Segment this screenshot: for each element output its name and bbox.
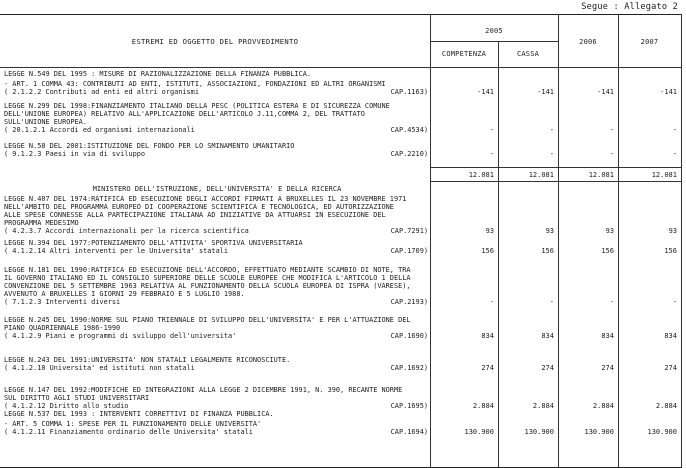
column-divider: [430, 15, 431, 467]
description-line: - ART. 1 COMMA 43: CONTRIBUTI AD ENTI, ISTITUTI, ASSOCIAZIONI, FONDAZIONI ED ALTRI ORGANISMI: [4, 80, 386, 88]
chapter-reference: CAP.2210): [390, 150, 428, 159]
amount-value: 274: [481, 364, 494, 373]
totals-rule: [430, 181, 681, 182]
chapter-reference: CAP.1163): [390, 88, 428, 97]
description-line: ( 4.1.2.10 Universita' ed istituti non statali: [4, 364, 195, 373]
amount-value: 834: [601, 332, 614, 341]
description-line: LEGGE N.245 DEL 1990:NORME SUL PIANO TRIENNALE DI SVILUPPO DELL'UNIVERSITA' E PER L'ATTUAZIONE DEL: [4, 316, 411, 324]
amount-value: -: [609, 298, 614, 307]
amount-value: 2.884: [472, 402, 494, 411]
header-bottom-rule: [0, 67, 682, 68]
amount-value: -: [549, 298, 554, 307]
amount-value: -141: [660, 88, 677, 97]
description-line: ( 4.1.2.12 Diritto allo studio: [4, 402, 129, 411]
description-line: LEGGE N.147 DEL 1992:MODIFICHE ED INTEGRAZIONI ALLA LEGGE 2 DICEMBRE 1991, N. 390, RECANTE NORME: [4, 386, 403, 394]
amount-value: 156: [601, 247, 614, 256]
amount-value: -: [549, 126, 554, 135]
amount-value: -: [672, 150, 677, 159]
description-line: ( 20.1.2.1 Accordi ed organismi internazionali: [4, 126, 195, 135]
column-divider: [681, 15, 682, 467]
chapter-reference: CAP.4534): [390, 126, 428, 135]
provision-description: [4, 316, 430, 340]
provision-description: [4, 195, 430, 235]
description-line: ( 4.2.3.7 Accordi internazionali per la ricerca scientifica: [4, 227, 249, 236]
amount-value: -: [489, 150, 494, 159]
description-line: LEGGE N.243 DEL 1991:UNIVERSITA' NON STATALI LEGALMENTE RICONOSCIUTE.: [4, 356, 291, 364]
provision-description: [4, 420, 430, 436]
amount-value: -: [672, 126, 677, 135]
column-header-year-2007: 2007: [640, 38, 659, 46]
description-line: IL GOVERNO ITALIANO ED IL CONSIGLIO SUPERIORE DELLE SCUOLE EUROPEE CHE MODIFICA L'ARTICOLO 1 DELLA: [4, 274, 411, 283]
description-line: DELL'UNIONE EUROPEA) RELATIVO ALL'APPLICAZIONE DELL'ARTICOLO J.11,COMMA 2, DEL TRATTATO: [4, 110, 365, 119]
amount-value: 156: [541, 247, 554, 256]
amount-value: 2.884: [532, 402, 554, 411]
description-line: - ART. 5 COMMA 1: SPESE PER IL FUNZIONAMENTO DELLE UNIVERSITA': [4, 420, 262, 428]
description-line: ( 2.1.2.2 Contributi ad enti ed altri organismi: [4, 88, 199, 97]
description-line: ( 7.1.2.3 Interventi diversi: [4, 298, 121, 307]
description-line: LEGGE N.299 DEL 1998:FINANZIAMENTO ITALIANO DELLA PESC (POLITICA ESTERA E DI SICUREZZA COMUNE: [4, 102, 390, 110]
amount-value: 130.900: [464, 428, 494, 437]
column-divider: [618, 15, 619, 467]
amount-value: 130.900: [524, 428, 554, 437]
column-divider: [498, 41, 499, 467]
amount-value: 93: [545, 227, 554, 236]
description-line: NELL'AMBITO DEL PROGRAMMA EUROPEO DI COOPERAZIONE SCIENTIFICA E TECNOLOGICA, ED AUTORIZZAZIONE: [4, 203, 394, 212]
amount-value: -: [549, 150, 554, 159]
chapter-reference: CAP.2193): [390, 298, 428, 307]
provision-description: [4, 266, 430, 306]
amount-value: 130.900: [647, 428, 677, 437]
amount-value: 93: [668, 227, 677, 236]
column-header-competenza: COMPETENZA: [441, 50, 487, 58]
column-header-year-2006: 2006: [579, 38, 597, 46]
total-value: 12.081: [528, 171, 554, 179]
total-value: 12.081: [651, 171, 677, 179]
description-line: SULL'UNIONE EUROPEA.: [4, 118, 87, 127]
amount-value: -: [609, 150, 614, 159]
amount-value: 130.900: [584, 428, 614, 437]
provision-description: [4, 239, 430, 255]
column-header-description: ESTREMI ED OGGETTO DEL PROVVEDIMENTO: [131, 36, 299, 46]
description-line: ( 4.1.2.14 Altri interventi per le Universita' statali: [4, 247, 229, 256]
column-divider: [558, 15, 559, 467]
amount-value: 274: [541, 364, 554, 373]
provision-description: [4, 356, 430, 372]
description-line: LEGGE N.407 DEL 1974:RATIFICA ED ESECUZIONE DEGLI ACCORDI FIRMATI A BRUXELLES IL 23 NOVEMBRE 1971: [4, 195, 407, 203]
description-line: LEGGE N.181 DEL 1990:RATIFICA ED ESECUZIONE DELL'ACCORDO, EFFETTUATO MEDIANTE SCAMBIO DI NOTE, TRA: [4, 266, 411, 274]
description-line: CONVENZIONE DEL 5 SETTEMBRE 1963 RELATIVA AL FUNZIONAMENTO DELLA SCUOLA EUROPEA DI ISPRA (VARESE),: [4, 282, 411, 291]
amount-value: -: [609, 126, 614, 135]
budget-table: [0, 14, 682, 468]
column-header-year-2005: 2005: [485, 27, 503, 35]
amount-value: 2.884: [655, 402, 677, 411]
total-value: 12.081: [468, 171, 494, 179]
amount-value: 93: [605, 227, 614, 236]
amount-value: 274: [664, 364, 677, 373]
column-header-cassa: CASSA: [516, 50, 540, 58]
section-title: MINISTERO DELL'ISTRUZIONE, DELL'UNIVERSITA' E DELLA RICERCA: [92, 185, 342, 193]
amount-value: 156: [664, 247, 677, 256]
provision-description: [4, 410, 430, 418]
amount-value: -: [672, 298, 677, 307]
provision-description: [4, 142, 430, 158]
description-line: ( 9.1.2.3 Paesi in via di sviluppo: [4, 150, 146, 159]
description-line: ( 4.1.2.9 Piani e programmi di sviluppo dell'universita': [4, 332, 237, 341]
provision-description: [4, 70, 430, 78]
amount-value: -: [489, 126, 494, 135]
amount-value: 156: [481, 247, 494, 256]
provision-description: [4, 80, 430, 96]
chapter-reference: CAP.1694): [390, 428, 428, 437]
description-line: LEGGE N.58 DEL 2001:ISTITUZIONE DEL FONDO PER LO SMINAMENTO UMANITARIO: [4, 142, 295, 150]
totals-rule: [430, 167, 681, 168]
amount-value: 2.884: [592, 402, 614, 411]
description-line: LEGGE N.549 DEL 1995 : MISURE DI RAZIONALIZZAZIONE DELLA FINANZA PUBBLICA.: [4, 70, 311, 78]
chapter-reference: CAP.1709): [390, 247, 428, 256]
description-line: ALLE SPESE CONNESSE ALLA PARTECIPAZIONE ITALIANA AD INIZIATIVE DA ATTUARSI IN ESECUZIONE DEL: [4, 211, 386, 220]
amount-value: 93: [485, 227, 494, 236]
description-line: LEGGE N.537 DEL 1993 : INTERVENTI CORRETTIVI DI FINANZA PUBBLICA.: [4, 410, 274, 418]
description-line: PIANO QUADRIENNALE 1986-1990: [4, 324, 121, 333]
header-divider: [430, 41, 558, 42]
chapter-reference: CAP.1690): [390, 332, 428, 341]
amount-value: -: [489, 298, 494, 307]
amount-value: 834: [664, 332, 677, 341]
total-value: 12.081: [588, 171, 614, 179]
description-line: PROGRAMMA MEDESIMO: [4, 219, 79, 228]
description-line: ( 4.1.2.11 Finanziamento ordinario delle Universita' statali: [4, 428, 253, 437]
amount-value: -141: [537, 88, 554, 97]
provision-description: [4, 102, 430, 134]
amount-value: -141: [597, 88, 614, 97]
amount-value: 834: [481, 332, 494, 341]
amount-value: -141: [477, 88, 494, 97]
description-line: SUL DIRITTO AGLI STUDI UNIVERSITARI: [4, 394, 150, 403]
amount-value: 274: [601, 364, 614, 373]
chapter-reference: CAP.1695): [390, 402, 428, 411]
description-line: AVVENUTO A BRUXELLES I GIORNI 29 FEBBRAIO E 5 LUGLIO 1988.: [4, 290, 245, 299]
amount-value: 834: [541, 332, 554, 341]
attachment-note: Segue : Allegato 2: [581, 2, 678, 12]
description-line: LEGGE N.394 DEL 1977:POTENZIAMENTO DELL'ATTIVITA' SPORTIVA UNIVERSITARIA: [4, 239, 303, 247]
provision-description: [4, 386, 430, 410]
chapter-reference: CAP.7291): [390, 227, 428, 236]
chapter-reference: CAP.1692): [390, 364, 428, 373]
